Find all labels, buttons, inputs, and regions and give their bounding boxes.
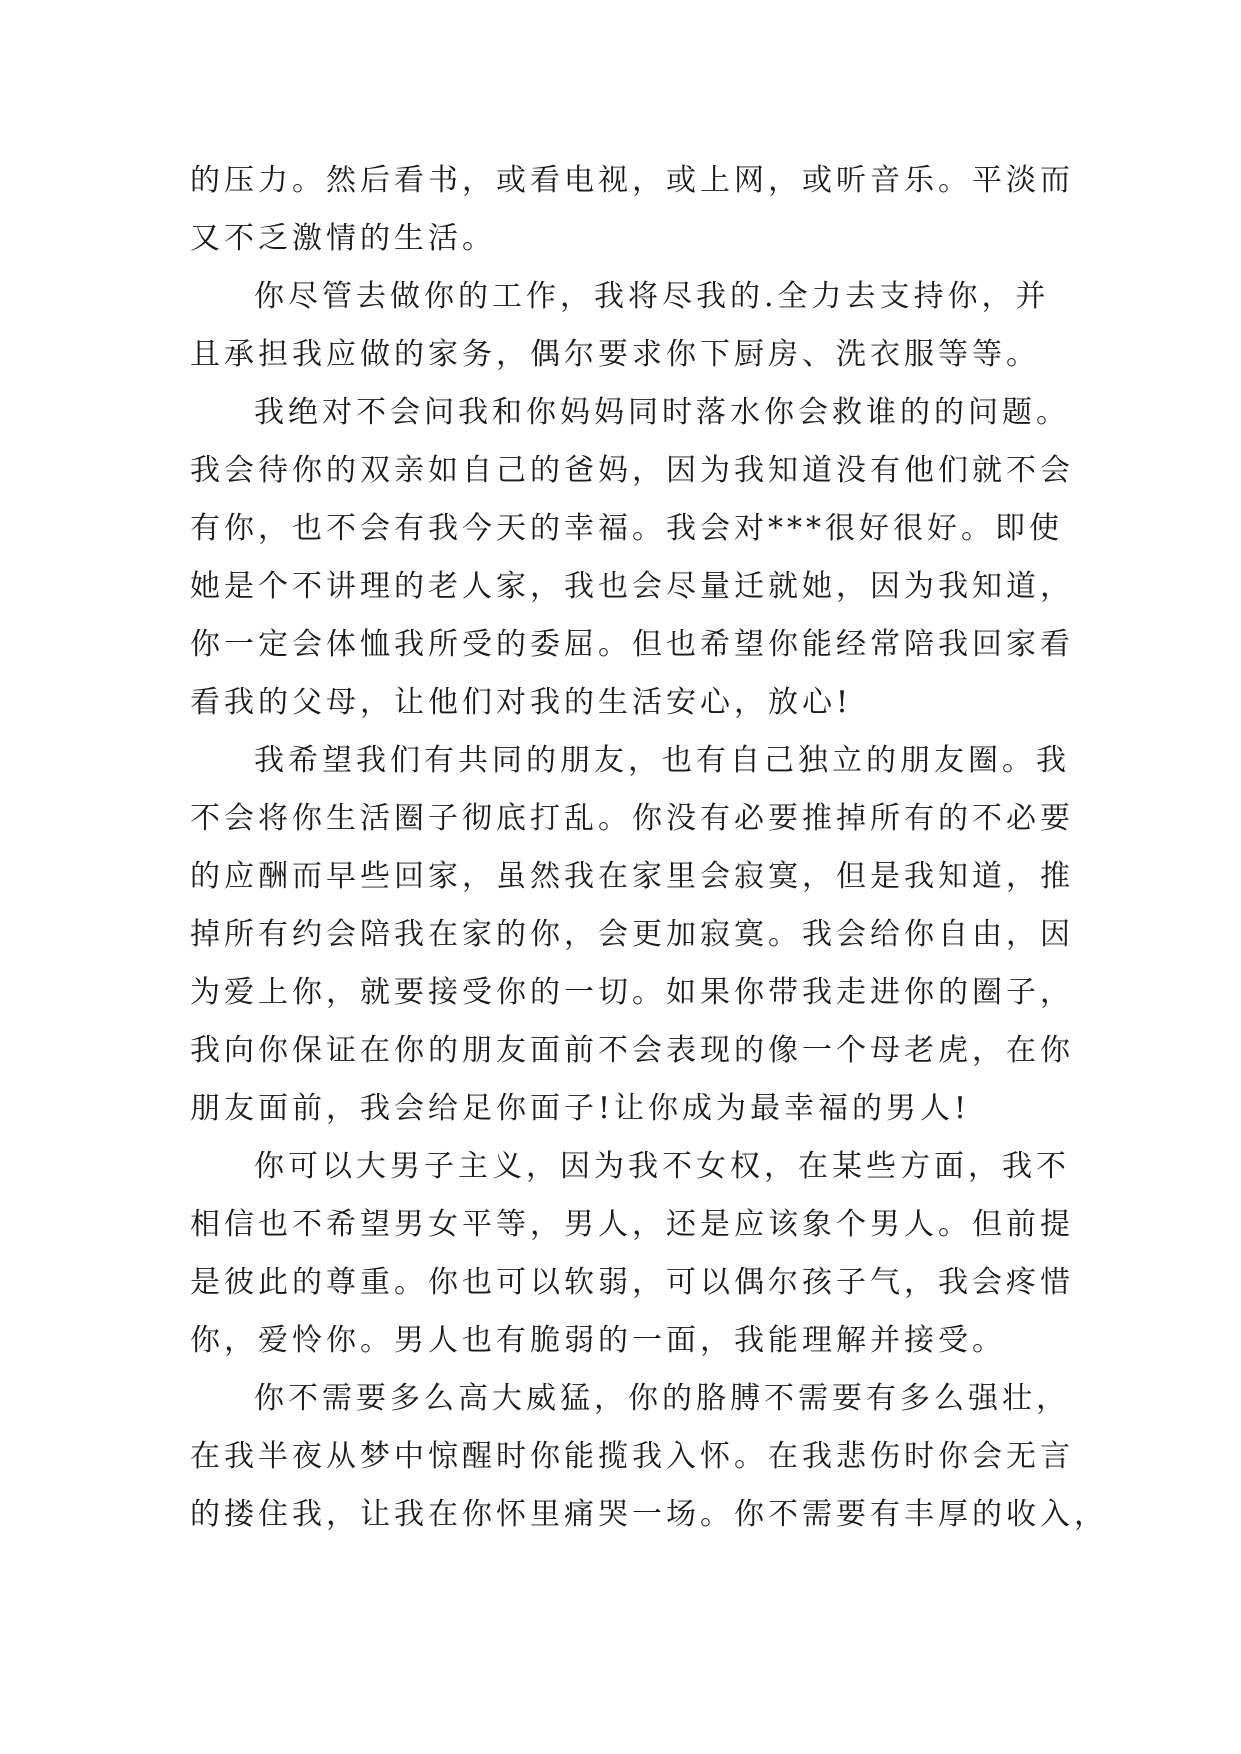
text-line: 的搂住我，让我在你怀里痛哭一场。你不需要有丰厚的收入， [190,1497,1108,1532]
text-line: 看我的父母，让他们对我的生活安心，放心! [190,685,853,720]
text-line: 且承担我应做的家务，偶尔要求你下厨房、洗衣服等等。 [190,337,1040,372]
text-line: 是彼此的尊重。你也可以软弱，可以偶尔孩子气，我会疼惜 [190,1265,1074,1300]
text-line: 你一定会体恤我所受的委屈。但也希望你能经常陪我回家看 [190,627,1074,662]
text-line: 你不需要多么高大威猛，你的胳膊不需要有多么强壮， [254,1381,1070,1416]
text-line: 朋友面前，我会给足你面子!让你成为最幸福的男人! [190,1091,971,1126]
text-line: 相信也不希望男女平等，男人，还是应该象个男人。但前提 [190,1207,1074,1242]
text-line: 我向你保证在你的朋友面前不会表现的像一个母老虎，在你 [190,1033,1074,1068]
text-line: 我绝对不会问我和你妈妈同时落水你会救谁的的问题。 [254,395,1070,430]
text-line: 你尽管去做你的工作，我将尽我的.全力去支持你，并 [254,279,1050,314]
text-line: 不会将你生活圈子彻底打乱。你没有必要推掉所有的不必要 [190,801,1074,836]
text-line: 为爱上你，就要接受你的一切。如果你带我走进你的圈子， [190,975,1074,1010]
text-line: 的压力。然后看书，或看电视，或上网，或听音乐。平淡而 [190,163,1074,198]
text-line: 的应酬而早些回家，虽然我在家里会寂寞，但是我知道，推 [190,859,1074,894]
text-line: 你，爱怜你。男人也有脆弱的一面，我能理解并接受。 [190,1323,1006,1358]
text-line: 我会待你的双亲如自己的爸妈，因为我知道没有他们就不会 [190,453,1074,488]
text-line: 我希望我们有共同的朋友，也有自己独立的朋友圈。我 [254,743,1070,778]
text-line: 她是个不讲理的老人家，我也会尽量迁就她，因为我知道， [190,569,1074,604]
text-line: 掉所有约会陪我在家的你，会更加寂寞。我会给你自由，因 [190,917,1074,952]
text-line: 在我半夜从梦中惊醒时你能揽我入怀。在我悲伤时你会无言 [190,1439,1074,1474]
document-body [190,152,1108,1544]
text-line: 有你，也不会有我今天的幸福。我会对***很好很好。即使 [190,511,1063,546]
text-line: 又不乏激情的生活。 [190,221,496,256]
text-line: 你可以大男子主义，因为我不女权，在某些方面，我不 [254,1149,1070,1184]
